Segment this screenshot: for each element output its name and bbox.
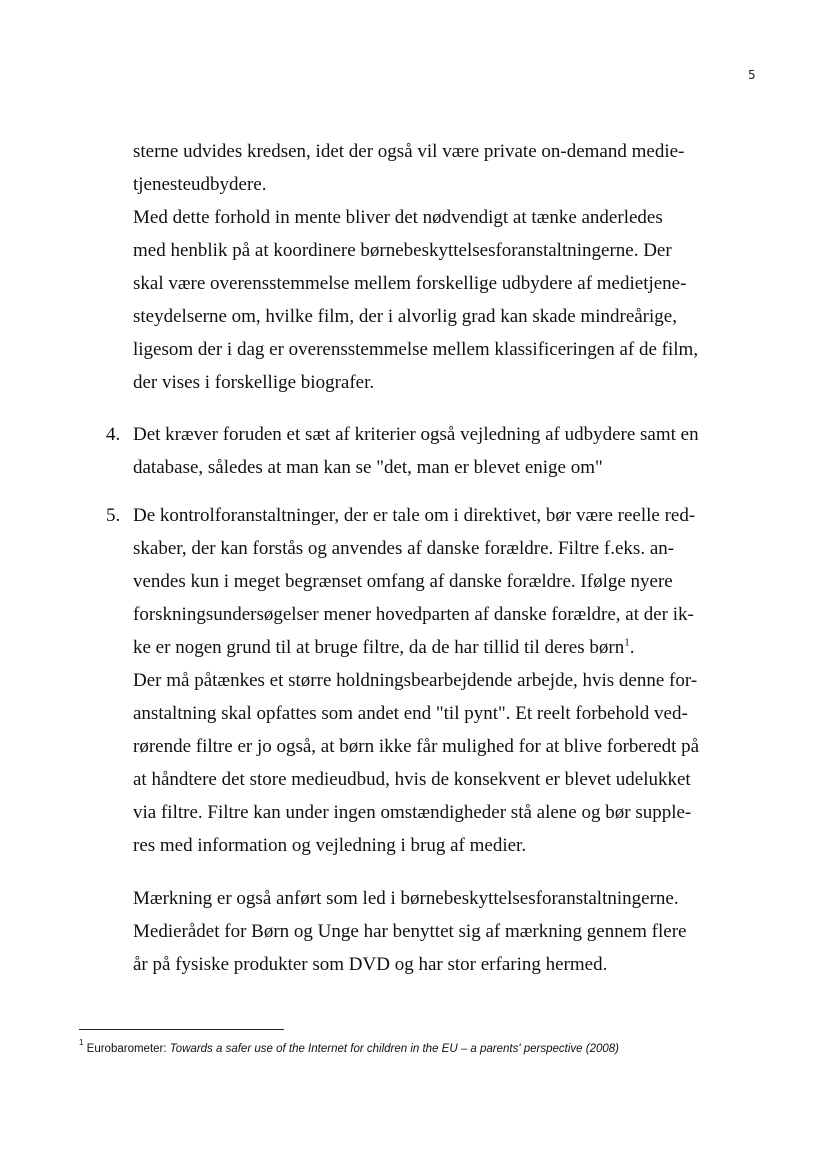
text-line: Det kræver foruden et sæt af kriterier også vejledning af udbydere samt en bbox=[133, 424, 699, 445]
text-line: res med information og vejledning i brug af medier. bbox=[133, 835, 527, 856]
text-line: rørende filtre er jo også, at børn ikke får mulighed for at blive forberedt på bbox=[133, 736, 700, 757]
list-item-number: 5. bbox=[106, 505, 121, 526]
text-line: skaber, der kan forstås og anvendes af danske forældre. Filtre f.eks. an- bbox=[133, 538, 675, 559]
text-line: at håndtere det store medieudbud, hvis de konsekvent er blevet udelukket bbox=[133, 769, 691, 790]
text-line: via filtre. Filtre kan under ingen omstændigheder stå alene og bør supple- bbox=[133, 802, 692, 823]
text-line: database, således at man kan se "det, man er blevet enige om" bbox=[133, 457, 603, 478]
list-item-number: 4. bbox=[106, 424, 121, 445]
text-line: Mærkning er også anført som led i børnebeskyttelsesforanstaltningerne. bbox=[133, 888, 679, 909]
text-line-with-footnote bbox=[133, 637, 634, 659]
text-line: steydelserne om, hvilke film, der i alvorlig grad kan skade mindreårige, bbox=[133, 306, 677, 327]
text-fragment: ke er nogen grund til at bruge filtre, da de har tillid til deres børn bbox=[133, 637, 625, 658]
text-line: Med dette forhold in mente bliver det nødvendigt at tænke anderledes bbox=[133, 207, 663, 228]
footnote bbox=[79, 1040, 619, 1055]
text-line: forskningsundersøgelser mener hovedparten af danske forældre, at der ik- bbox=[133, 604, 694, 625]
text-line: med henblik på at koordinere børnebeskyttelsesforanstaltningerne. Der bbox=[133, 240, 672, 261]
text-line: anstaltning skal opfattes som andet end "til pynt". Et reelt forbehold ved- bbox=[133, 703, 688, 724]
text-line: ligesom der i dag er overensstemmelse mellem klassificeringen af de film, bbox=[133, 339, 699, 360]
text-fragment: . bbox=[629, 637, 635, 658]
text-line: skal være overensstemmelse mellem forskellige udbydere af medietjene- bbox=[133, 273, 687, 294]
text-line: De kontrolforanstaltninger, der er tale om i direktivet, bør være reelle red- bbox=[133, 505, 696, 526]
footnote-title: Towards a safer use of the Internet for children in the EU – a parents' perspective (2008) bbox=[169, 1042, 620, 1055]
footnote-separator bbox=[79, 1029, 284, 1030]
text-line: tjenesteudbydere. bbox=[133, 174, 267, 195]
text-line: der vises i forskellige biografer. bbox=[133, 372, 375, 393]
page-number: 5 bbox=[748, 68, 756, 82]
text-line: år på fysiske produkter som DVD og har stor erfaring hermed. bbox=[133, 954, 608, 975]
text-line: Medierådet for Børn og Unge har benyttet sig af mærkning gennem flere bbox=[133, 921, 687, 942]
text-line: vendes kun i meget begrænset omfang af danske forældre. Ifølge nyere bbox=[133, 571, 673, 592]
footnote-reference: 1 bbox=[624, 636, 630, 649]
footnote-marker: 1 bbox=[79, 1038, 84, 1047]
footnote-source: Eurobarometer: bbox=[86, 1042, 167, 1055]
text-line: sterne udvides kredsen, idet der også vil være private on-demand medie- bbox=[133, 141, 685, 162]
text-line: Der må påtænkes et større holdningsbearbejdende arbejde, hvis denne for- bbox=[133, 670, 698, 691]
